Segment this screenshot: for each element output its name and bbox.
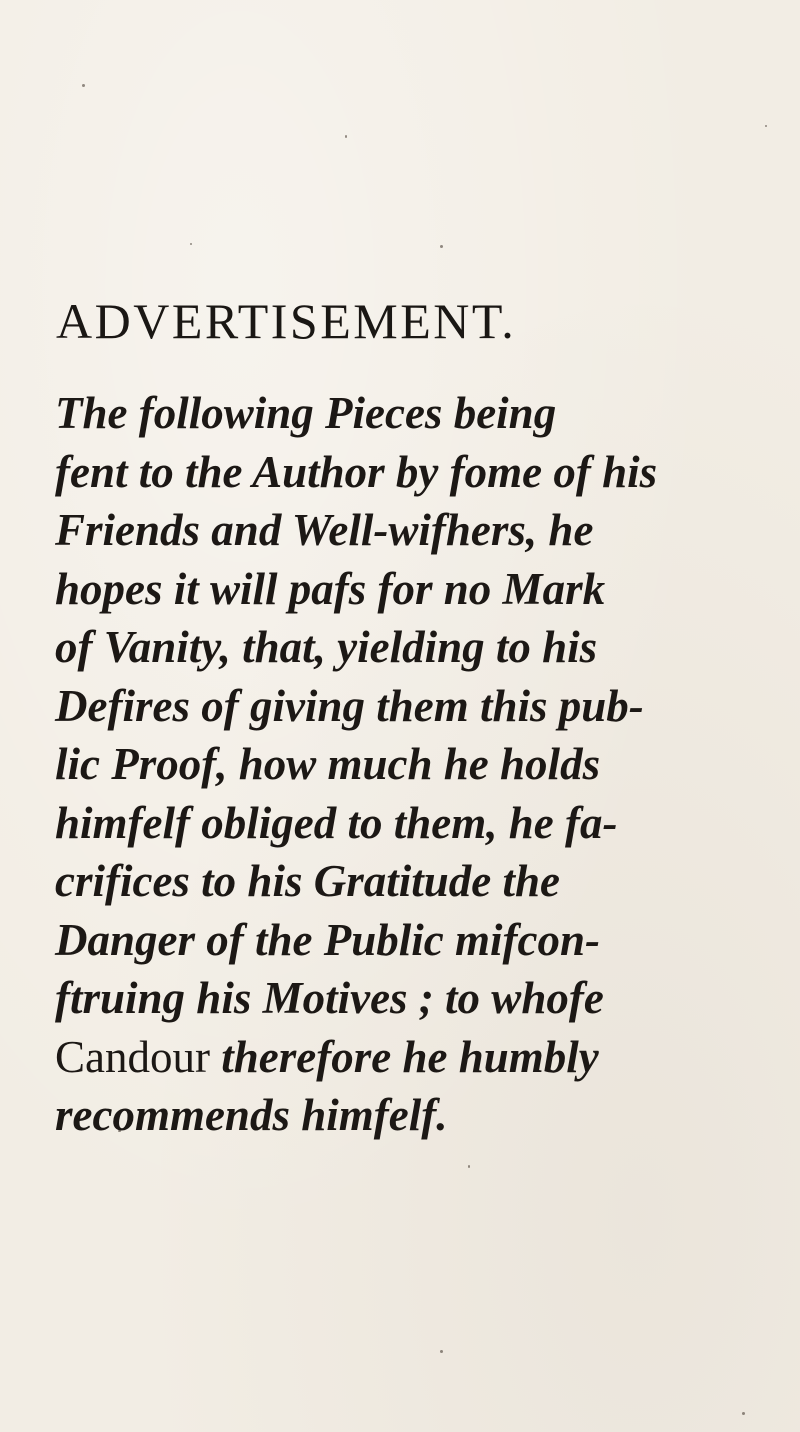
ink-speck xyxy=(468,1165,470,1168)
ink-speck xyxy=(82,84,85,87)
text-line: recommends himfelf. xyxy=(55,1090,448,1140)
text-line: The following Pieces being xyxy=(55,388,557,438)
ink-speck xyxy=(190,243,192,245)
ink-speck xyxy=(440,245,443,248)
ink-speck xyxy=(440,1350,443,1353)
text-line: hopes it will pafs for no Mark xyxy=(55,563,606,614)
text-line: Danger of the Public mifcon- xyxy=(55,914,600,965)
text-line: ftruing his Motives ; to whofe xyxy=(55,973,604,1023)
roman-word: Candour xyxy=(55,1031,210,1082)
ink-speck xyxy=(742,1412,745,1415)
text-line: Friends and Well-wifhers, he xyxy=(55,505,594,555)
text-line: Defires of giving them this pub- xyxy=(55,680,644,731)
italic-run: therefore he humbly xyxy=(209,1031,599,1082)
ink-speck xyxy=(345,135,347,138)
text-line: himfelf obliged to them, he fa- xyxy=(55,797,618,848)
text-line: crifices to his Gratitude the xyxy=(55,856,560,906)
text-line: lic Proof, how much he holds xyxy=(55,739,601,789)
text-line: fent to the Author by fome of his xyxy=(55,446,658,497)
text-line: of Vanity, that, yielding to his xyxy=(55,622,598,672)
advertisement-heading: ADVERTISEMENT. xyxy=(56,293,517,349)
text-line xyxy=(55,1028,755,1087)
ink-speck xyxy=(765,125,767,127)
advertisement-body xyxy=(55,384,755,1145)
